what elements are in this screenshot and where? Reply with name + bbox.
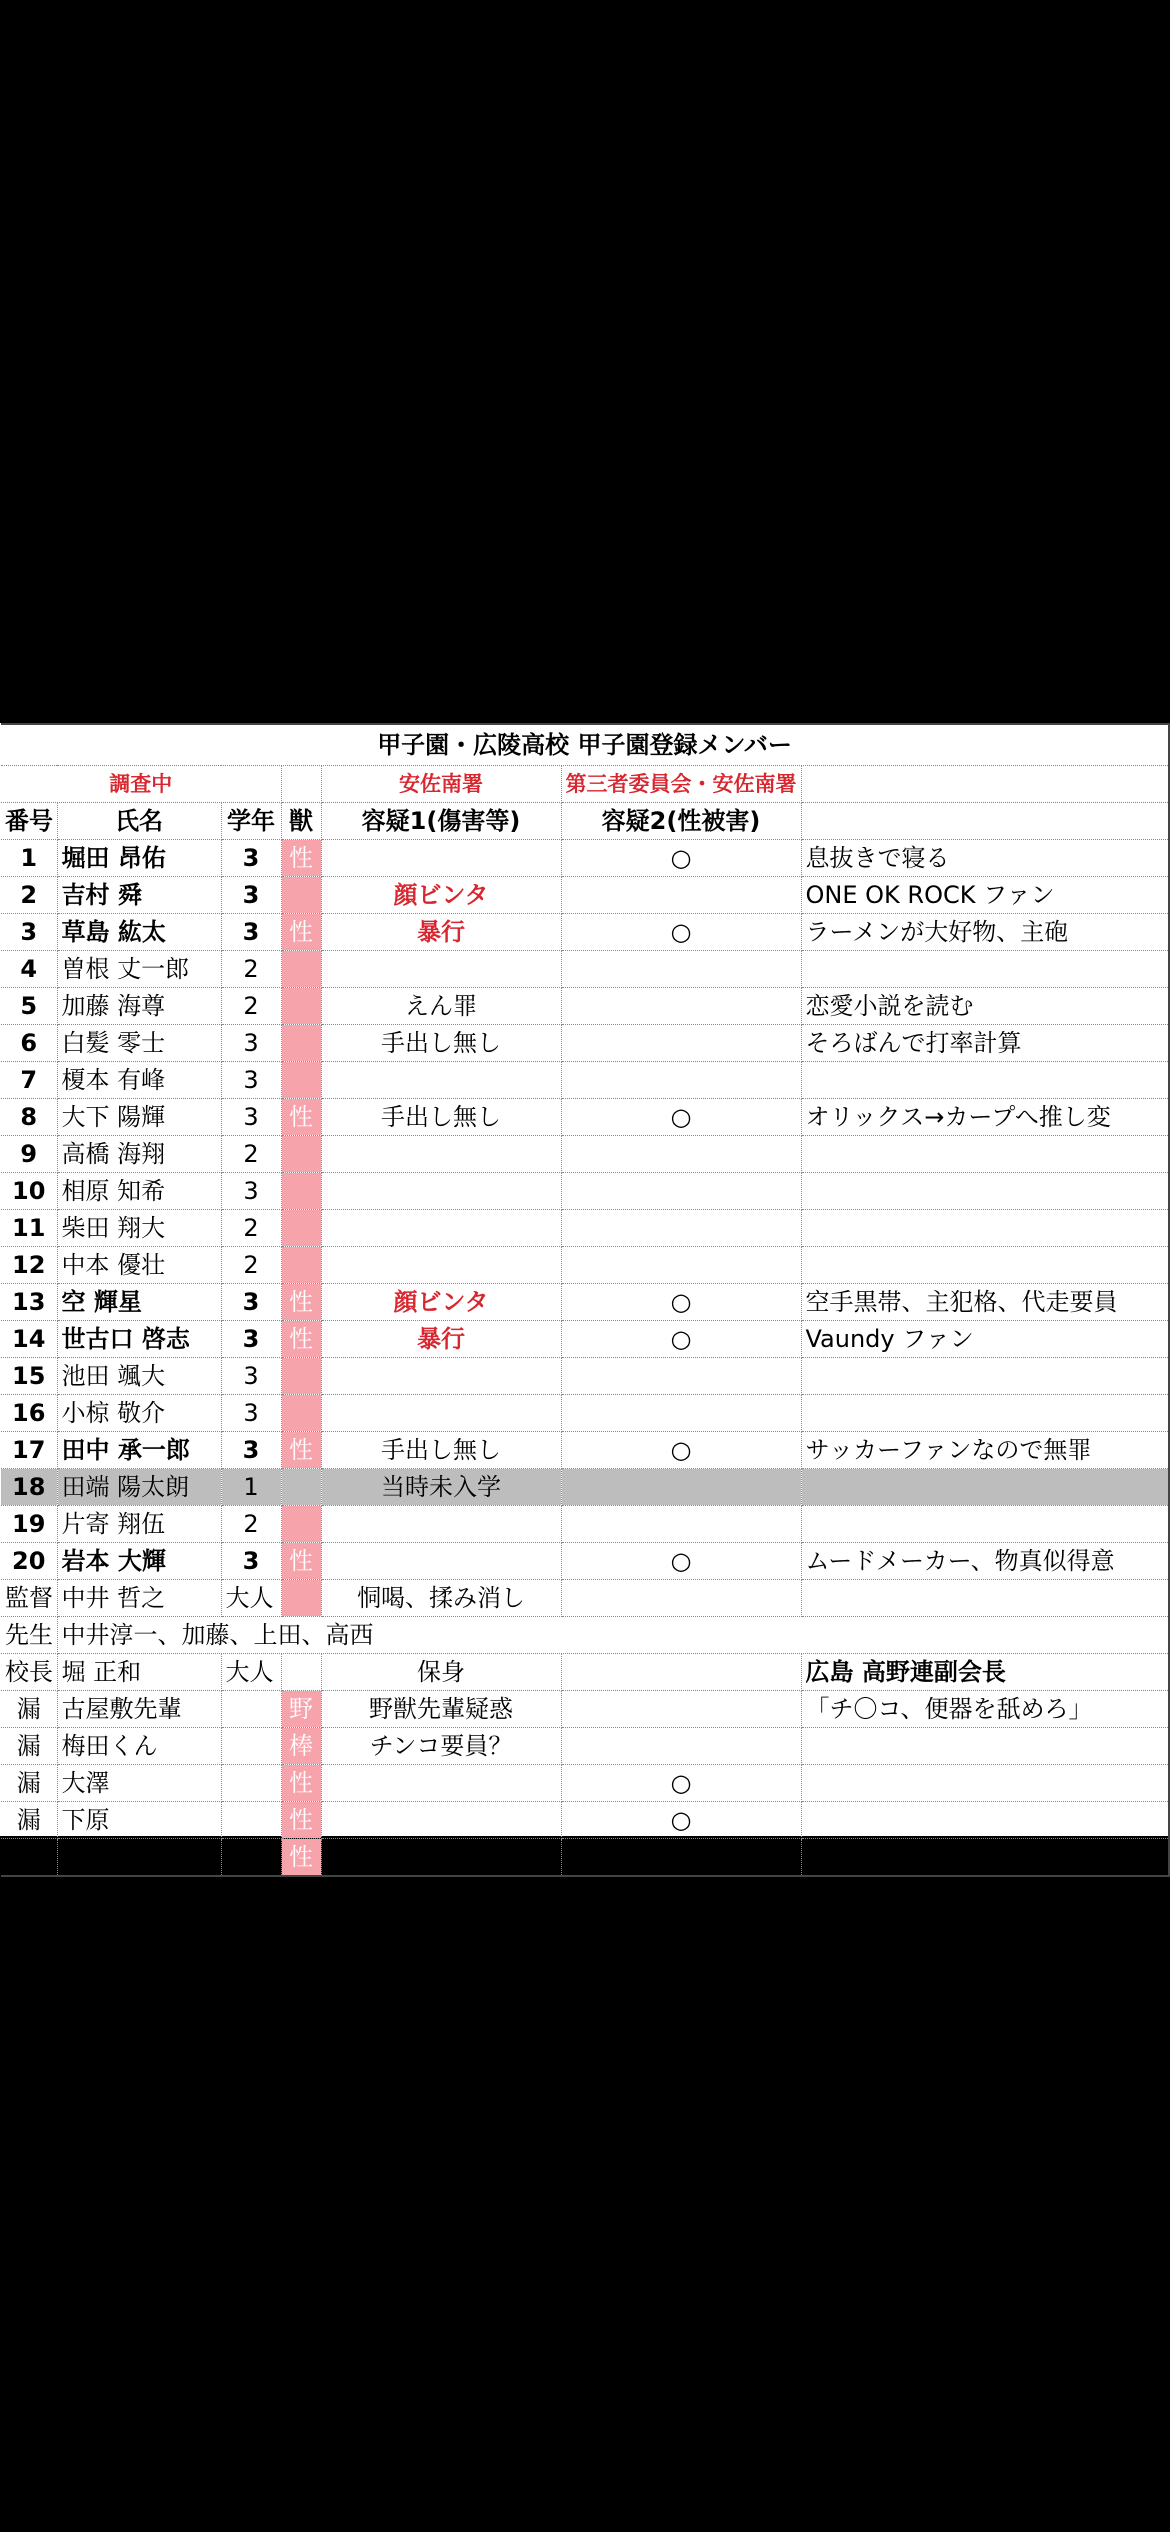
player-grade: 1 xyxy=(221,1469,281,1506)
table-row xyxy=(1,1099,1169,1136)
role-cell: 先生 xyxy=(1,1617,57,1654)
charge2-cell: ○ xyxy=(561,840,801,877)
grade-cell xyxy=(221,1802,281,1839)
player-number: 19 xyxy=(1,1506,57,1543)
player-number: 6 xyxy=(1,1025,57,1062)
player-name: 池田 颯大 xyxy=(57,1358,221,1395)
mark-cell: 野 xyxy=(281,1691,321,1728)
player-name: 田中 承一郎 xyxy=(57,1432,221,1469)
table-row xyxy=(1,1247,1169,1284)
status-row xyxy=(1,766,1169,803)
leak-row xyxy=(1,1728,1169,1765)
charge2-cell xyxy=(561,951,801,988)
role-cell: 監督 xyxy=(1,1580,57,1617)
mark-cell xyxy=(281,877,321,914)
charge1-cell: 手出し無し xyxy=(321,1432,561,1469)
teacher-names: 中井淳一、加藤、上田、高西 xyxy=(57,1617,1169,1654)
col-header-charge1: 容疑1(傷害等) xyxy=(321,803,561,840)
leak-row xyxy=(1,1839,1169,1877)
charge1-cell xyxy=(321,1358,561,1395)
note-cell xyxy=(801,1395,1169,1432)
mark-cell: 性 xyxy=(281,914,321,951)
player-grade: 3 xyxy=(221,1025,281,1062)
table-row xyxy=(1,1284,1169,1321)
col-header-charge2: 容疑2(性被害) xyxy=(561,803,801,840)
roster-table xyxy=(1,723,1170,1877)
player-grade: 2 xyxy=(221,1136,281,1173)
mark-cell xyxy=(281,1580,321,1617)
player-number: 12 xyxy=(1,1247,57,1284)
note-cell: ONE OK ROCK ファン xyxy=(801,877,1169,914)
player-grade: 2 xyxy=(221,951,281,988)
charge1-cell: えん罪 xyxy=(321,988,561,1025)
role-cell: 漏 xyxy=(1,1802,57,1839)
note-cell xyxy=(801,951,1169,988)
player-number: 20 xyxy=(1,1543,57,1580)
player-grade: 2 xyxy=(221,1247,281,1284)
charge2-cell: ○ xyxy=(561,1321,801,1358)
charge2-cell: ○ xyxy=(561,1765,801,1802)
leak-name: 下原 xyxy=(57,1802,221,1839)
player-number: 2 xyxy=(1,877,57,914)
grade-cell xyxy=(221,1765,281,1802)
leak-name: 大澤 xyxy=(57,1765,221,1802)
charge1-cell: 顔ビンタ xyxy=(321,1284,561,1321)
note-cell: オリックス→カープへ推し変 xyxy=(801,1099,1169,1136)
charge2-cell xyxy=(561,1506,801,1543)
note-cell: 空手黒帯、主犯格、代走要員 xyxy=(801,1284,1169,1321)
charge1-cell xyxy=(321,1136,561,1173)
player-grade: 3 xyxy=(221,1321,281,1358)
spreadsheet xyxy=(0,723,1170,1871)
table-row xyxy=(1,1025,1169,1062)
player-number: 9 xyxy=(1,1136,57,1173)
mark-cell xyxy=(281,951,321,988)
table-row xyxy=(1,840,1169,877)
role-cell: 漏 xyxy=(1,1765,57,1802)
note-cell xyxy=(801,1839,1169,1877)
charge1-cell: 手出し無し xyxy=(321,1025,561,1062)
investigating-label: 調査中 xyxy=(1,766,281,803)
player-number: 5 xyxy=(1,988,57,1025)
charge2-cell xyxy=(561,1395,801,1432)
note-cell xyxy=(801,1765,1169,1802)
mark-cell xyxy=(281,1062,321,1099)
note-cell: Vaundy ファン xyxy=(801,1321,1169,1358)
role-cell: 漏 xyxy=(1,1839,57,1877)
leak-name: 佐々木 xyxy=(57,1839,221,1877)
mark-cell xyxy=(281,988,321,1025)
principal-row xyxy=(1,1654,1169,1691)
charge2-cell: ○ xyxy=(561,1099,801,1136)
table-row xyxy=(1,1062,1169,1099)
leak-name: 古屋敷先輩 xyxy=(57,1691,221,1728)
player-number: 1 xyxy=(1,840,57,877)
player-name: 吉村 舜 xyxy=(57,877,221,914)
player-name: 田端 陽太朗 xyxy=(57,1469,221,1506)
charge2-cell: ○ xyxy=(561,1432,801,1469)
mark-cell xyxy=(281,1136,321,1173)
player-name: 高橋 海翔 xyxy=(57,1136,221,1173)
table-row xyxy=(1,1506,1169,1543)
table-row xyxy=(1,1543,1169,1580)
note-cell: そろばんで打率計算 xyxy=(801,1025,1169,1062)
charge1-cell xyxy=(321,1839,561,1877)
player-name: 世古口 啓志 xyxy=(57,1321,221,1358)
player-grade: 2 xyxy=(221,988,281,1025)
note-cell xyxy=(801,1062,1169,1099)
staff-name: 中井 哲之 xyxy=(57,1580,221,1617)
charge2-cell xyxy=(561,1062,801,1099)
player-number: 13 xyxy=(1,1284,57,1321)
note-cell xyxy=(801,1210,1169,1247)
charge2-cell xyxy=(561,1173,801,1210)
table-row xyxy=(1,1210,1169,1247)
col-header-name: 氏名 xyxy=(57,803,221,840)
leak-row xyxy=(1,1765,1169,1802)
player-name: 中本 優壮 xyxy=(57,1247,221,1284)
note-cell xyxy=(801,1802,1169,1839)
leak-name: 梅田くん xyxy=(57,1728,221,1765)
mark-cell xyxy=(281,1654,321,1691)
police1-label: 安佐南署 xyxy=(321,766,561,803)
note-cell: 息抜きで寝る xyxy=(801,840,1169,877)
police2-label: 第三者委員会・安佐南署 xyxy=(561,766,801,803)
player-grade: 3 xyxy=(221,1099,281,1136)
mark-cell: 性 xyxy=(281,1284,321,1321)
charge1-cell xyxy=(321,1395,561,1432)
table-row xyxy=(1,1173,1169,1210)
charge1-cell: 暴行 xyxy=(321,1321,561,1358)
mark-cell xyxy=(281,1173,321,1210)
player-name: 榎本 有峰 xyxy=(57,1062,221,1099)
mark-cell: 性 xyxy=(281,1543,321,1580)
charge2-cell: ○ xyxy=(561,1543,801,1580)
staff-grade: 大人 xyxy=(221,1580,281,1617)
mark-cell: 棒 xyxy=(281,1728,321,1765)
charge1-cell xyxy=(321,1506,561,1543)
charge1-cell: 野獣先輩疑惑 xyxy=(321,1691,561,1728)
charge2-cell xyxy=(561,1654,801,1691)
mark-cell: 性 xyxy=(281,1839,321,1877)
note-cell xyxy=(801,1136,1169,1173)
grade-cell xyxy=(221,1728,281,1765)
player-name: 片寄 翔伍 xyxy=(57,1506,221,1543)
charge1-cell xyxy=(321,1802,561,1839)
player-name: 柴田 翔大 xyxy=(57,1210,221,1247)
charge2-cell xyxy=(561,1210,801,1247)
charge1-cell: 恫喝、揉み消し xyxy=(321,1580,561,1617)
note-cell xyxy=(801,1728,1169,1765)
charge2-cell xyxy=(561,1691,801,1728)
mark-cell: 性 xyxy=(281,1321,321,1358)
charge1-cell: 顔ビンタ xyxy=(321,877,561,914)
charge2-cell xyxy=(561,1247,801,1284)
mark-cell xyxy=(281,1506,321,1543)
mark-cell: 性 xyxy=(281,1432,321,1469)
player-number: 11 xyxy=(1,1210,57,1247)
table-row xyxy=(1,914,1169,951)
grade-cell xyxy=(221,1691,281,1728)
charge2-cell xyxy=(561,1728,801,1765)
manager-row xyxy=(1,1580,1169,1617)
leak-row xyxy=(1,1691,1169,1728)
charge2-cell xyxy=(561,877,801,914)
charge2-cell: ○ xyxy=(561,1802,801,1839)
charge1-cell xyxy=(321,1765,561,1802)
player-name: 曽根 丈一郎 xyxy=(57,951,221,988)
player-name: 加藤 海尊 xyxy=(57,988,221,1025)
charge2-cell xyxy=(561,1469,801,1506)
note-cell: 恋愛小説を読む xyxy=(801,988,1169,1025)
mark-cell xyxy=(281,1210,321,1247)
charge1-cell xyxy=(321,1062,561,1099)
player-number: 4 xyxy=(1,951,57,988)
charge2-cell: ○ xyxy=(561,914,801,951)
player-name: 大下 陽輝 xyxy=(57,1099,221,1136)
charge2-cell xyxy=(561,1025,801,1062)
player-name: 小椋 敬介 xyxy=(57,1395,221,1432)
note-cell: 広島 高野連副会長 xyxy=(801,1654,1169,1691)
col-header-num: 番号 xyxy=(1,803,57,840)
mark-cell: 性 xyxy=(281,1765,321,1802)
player-grade: 3 xyxy=(221,1284,281,1321)
player-grade: 3 xyxy=(221,1173,281,1210)
player-name: 堀田 昂佑 xyxy=(57,840,221,877)
mark-cell: 性 xyxy=(281,840,321,877)
title-row xyxy=(1,724,1169,766)
player-number: 14 xyxy=(1,1321,57,1358)
player-grade: 3 xyxy=(221,1062,281,1099)
player-grade: 3 xyxy=(221,840,281,877)
mark-cell xyxy=(281,1247,321,1284)
charge1-cell xyxy=(321,1247,561,1284)
mark-cell xyxy=(281,1025,321,1062)
note-cell: ムードメーカー、物真似得意 xyxy=(801,1543,1169,1580)
player-grade: 2 xyxy=(221,1210,281,1247)
player-grade: 3 xyxy=(221,1543,281,1580)
player-number: 10 xyxy=(1,1173,57,1210)
role-cell: 漏 xyxy=(1,1691,57,1728)
role-cell: 校長 xyxy=(1,1654,57,1691)
player-number: 18 xyxy=(1,1469,57,1506)
player-number: 17 xyxy=(1,1432,57,1469)
charge2-cell xyxy=(561,1580,801,1617)
player-name: 空 輝星 xyxy=(57,1284,221,1321)
charge1-cell xyxy=(321,1173,561,1210)
player-number: 3 xyxy=(1,914,57,951)
player-grade: 3 xyxy=(221,1432,281,1469)
charge2-cell xyxy=(561,1136,801,1173)
charge2-cell xyxy=(561,1358,801,1395)
player-grade: 3 xyxy=(221,1358,281,1395)
player-grade: 3 xyxy=(221,877,281,914)
player-number: 8 xyxy=(1,1099,57,1136)
table-row xyxy=(1,1432,1169,1469)
table-row xyxy=(1,1321,1169,1358)
leak-row xyxy=(1,1802,1169,1839)
note-cell: サッカーファンなので無罪 xyxy=(801,1432,1169,1469)
note-cell xyxy=(801,1469,1169,1506)
player-name: 岩本 大輝 xyxy=(57,1543,221,1580)
player-name: 白髪 零士 xyxy=(57,1025,221,1062)
player-number: 16 xyxy=(1,1395,57,1432)
charge1-cell xyxy=(321,1210,561,1247)
role-cell: 漏 xyxy=(1,1728,57,1765)
note-cell: ラーメンが大好物、主砲 xyxy=(801,914,1169,951)
grade-cell xyxy=(221,1839,281,1877)
player-name: 相原 知希 xyxy=(57,1173,221,1210)
header-row xyxy=(1,803,1169,840)
table-row xyxy=(1,877,1169,914)
charge1-cell xyxy=(321,840,561,877)
note-cell xyxy=(801,1580,1169,1617)
teachers-row xyxy=(1,1617,1169,1654)
charge1-cell xyxy=(321,1543,561,1580)
col-header-beast: 獣 xyxy=(281,803,321,840)
mark-cell: 性 xyxy=(281,1802,321,1839)
charge1-cell: 保身 xyxy=(321,1654,561,1691)
table-row xyxy=(1,951,1169,988)
charge1-cell: 当時未入学 xyxy=(321,1469,561,1506)
table-row xyxy=(1,1136,1169,1173)
table-row xyxy=(1,1395,1169,1432)
charge2-cell xyxy=(561,988,801,1025)
charge1-cell: 暴行 xyxy=(321,914,561,951)
charge2-cell: ○ xyxy=(561,1839,801,1877)
charge2-cell: ○ xyxy=(561,1284,801,1321)
col-header-grade: 学年 xyxy=(221,803,281,840)
sheet-title: 甲子園・広陵高校 甲子園登録メンバー xyxy=(1,724,1169,766)
player-number: 7 xyxy=(1,1062,57,1099)
player-grade: 2 xyxy=(221,1506,281,1543)
table-row xyxy=(1,1469,1169,1506)
charge1-cell xyxy=(321,951,561,988)
mark-cell xyxy=(281,1358,321,1395)
note-cell xyxy=(801,1358,1169,1395)
table-row xyxy=(1,988,1169,1025)
player-grade: 3 xyxy=(221,1395,281,1432)
note-cell: 「チ〇コ、便器を舐めろ」 xyxy=(801,1691,1169,1728)
note-cell xyxy=(801,1247,1169,1284)
table-row xyxy=(1,1358,1169,1395)
note-cell xyxy=(801,1173,1169,1210)
player-number: 15 xyxy=(1,1358,57,1395)
mark-cell xyxy=(281,1469,321,1506)
mark-cell: 性 xyxy=(281,1099,321,1136)
staff-name: 堀 正和 xyxy=(57,1654,221,1691)
mark-cell xyxy=(281,1395,321,1432)
player-name: 草島 紘太 xyxy=(57,914,221,951)
charge1-cell: チンコ要員？ xyxy=(321,1728,561,1765)
note-cell xyxy=(801,1506,1169,1543)
charge1-cell: 手出し無し xyxy=(321,1099,561,1136)
staff-grade: 大人 xyxy=(221,1654,281,1691)
player-grade: 3 xyxy=(221,914,281,951)
